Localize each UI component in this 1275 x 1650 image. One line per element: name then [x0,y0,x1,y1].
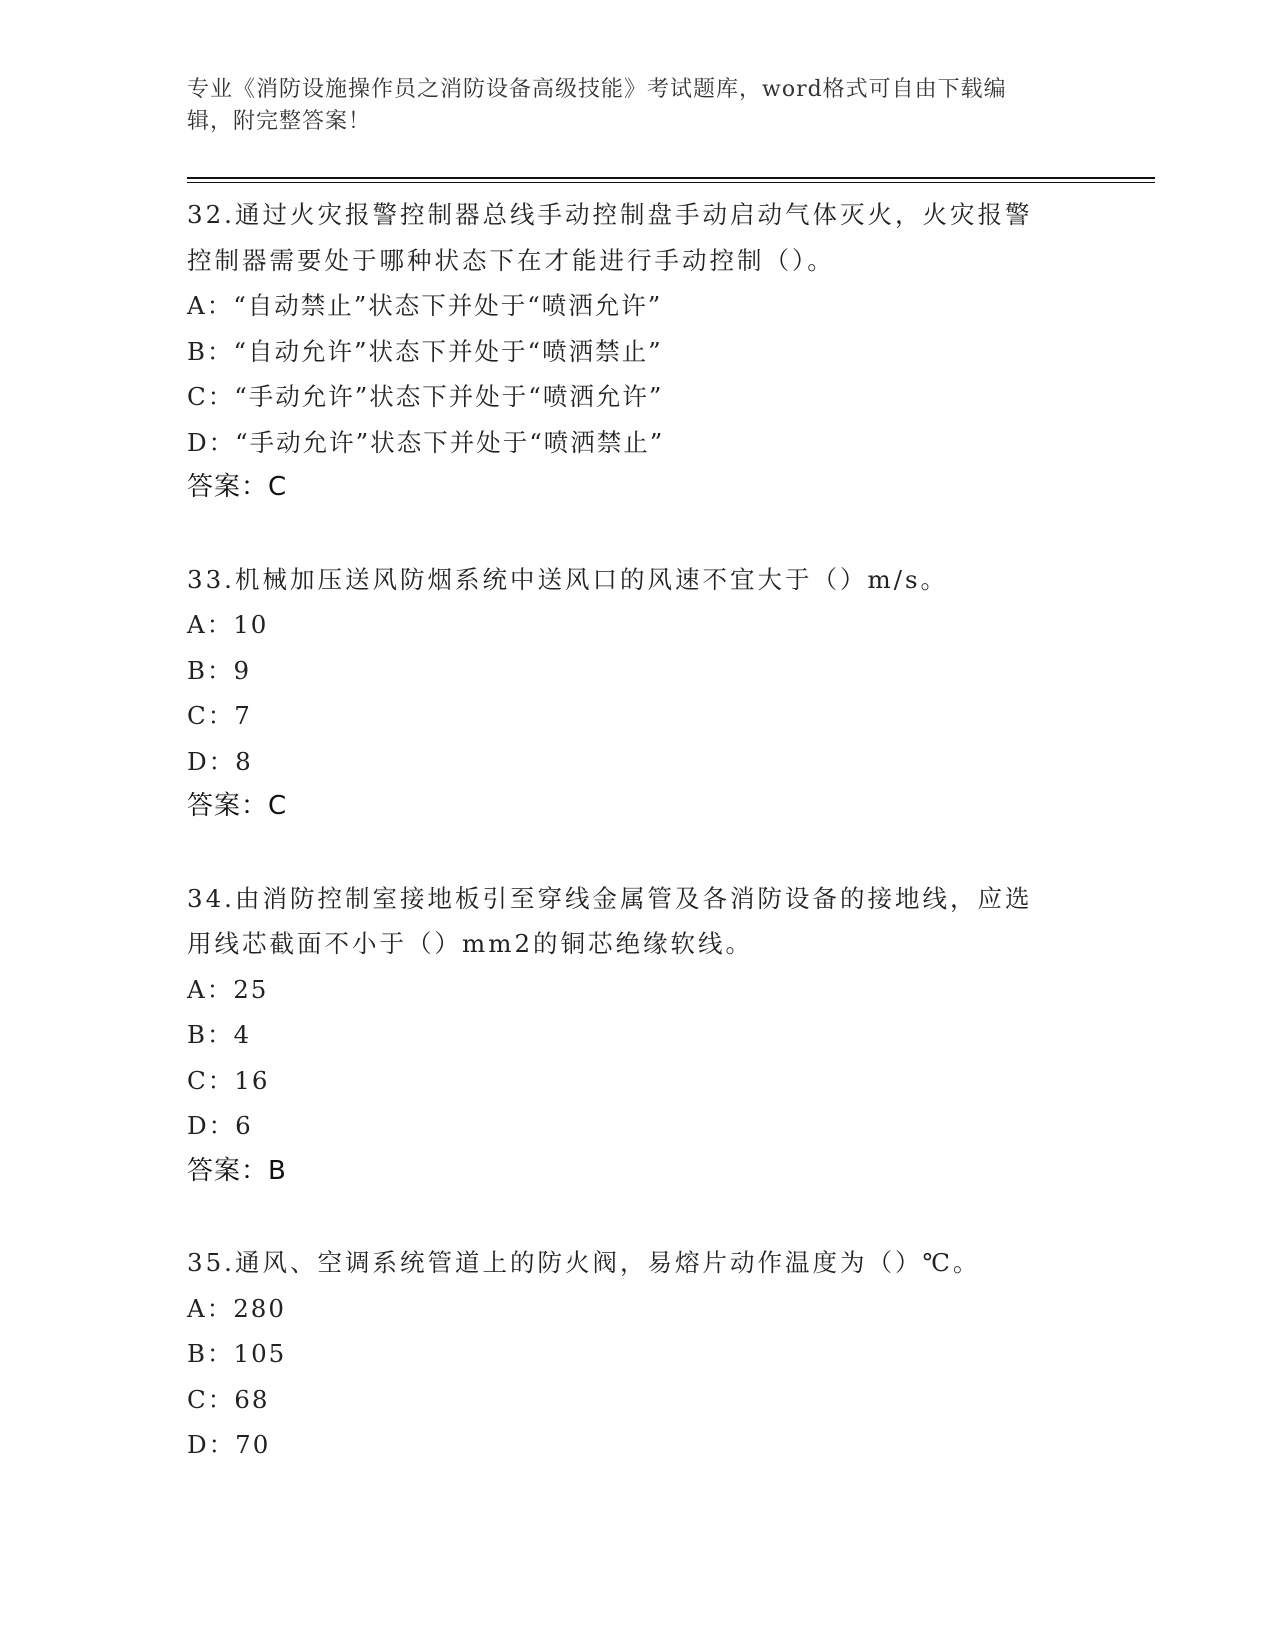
header-line-2: 辑，附完整答案！ [187,109,372,134]
answer: 答案：C [187,791,288,821]
option-c: C：7 [187,701,252,730]
question-stem: 32.通过火灾报警控制器总线手动控制盘手动启动气体灭火，火灾报警 [187,200,1033,229]
option-b: B：“自动允许”状态下并处于“喷洒禁止” [187,336,663,366]
answer: 答案：C [187,472,288,502]
question-stem-continued: 控制器需要处于哪种状态下在才能进行手动控制（）。 [187,245,835,275]
option-a: A：280 [187,1293,286,1323]
question-spacer [187,1194,1087,1240]
option-c: C：16 [187,1065,270,1095]
option-a: A：25 [187,974,269,1004]
question-stem: 33.机械加压送风防烟系统中送风口的风速不宜大于（）m/s。 [187,564,949,594]
answer: 答案：B [187,1155,287,1186]
option-b: B：4 [187,1020,252,1049]
option-d: D：70 [187,1430,271,1459]
option-d: D：“手动允许”状态下并处于“喷洒禁止” [187,427,665,457]
question-32 [187,192,1087,511]
question-list [187,192,1087,1468]
question-stem-continued: 用线芯截面不小于（）mm2的铜芯绝缘软线。 [187,929,754,958]
question-stem: 35.通风、空调系统管道上的防火阀，易熔片动作温度为（）℃。 [187,1248,981,1277]
option-a: A：10 [187,610,269,639]
header-divider-thin [187,182,1155,183]
option-b: B：105 [187,1339,287,1368]
option-c: C：“手动允许”状态下并处于“喷洒允许” [187,382,664,411]
question-stem: 34.由消防控制室接地板引至穿线金属管及各消防设备的接地线，应选 [187,883,1033,913]
document-header [187,74,1067,138]
header-line-1: 专业《消防设施操作员之消防设备高级技能》考试题库，word格式可自由下载编 [187,77,1007,102]
option-d: D：8 [187,746,253,776]
header-divider-thick [187,177,1155,179]
question-34 [187,876,1087,1195]
option-d: D：6 [187,1111,253,1140]
question-35 [187,1240,1087,1468]
option-c: C：68 [187,1384,270,1414]
option-a: A：“自动禁止”状态下并处于“喷洒允许” [187,291,663,320]
question-spacer [187,830,1087,876]
question-33 [187,557,1087,830]
option-b: B：9 [187,655,252,685]
question-spacer [187,511,1087,557]
